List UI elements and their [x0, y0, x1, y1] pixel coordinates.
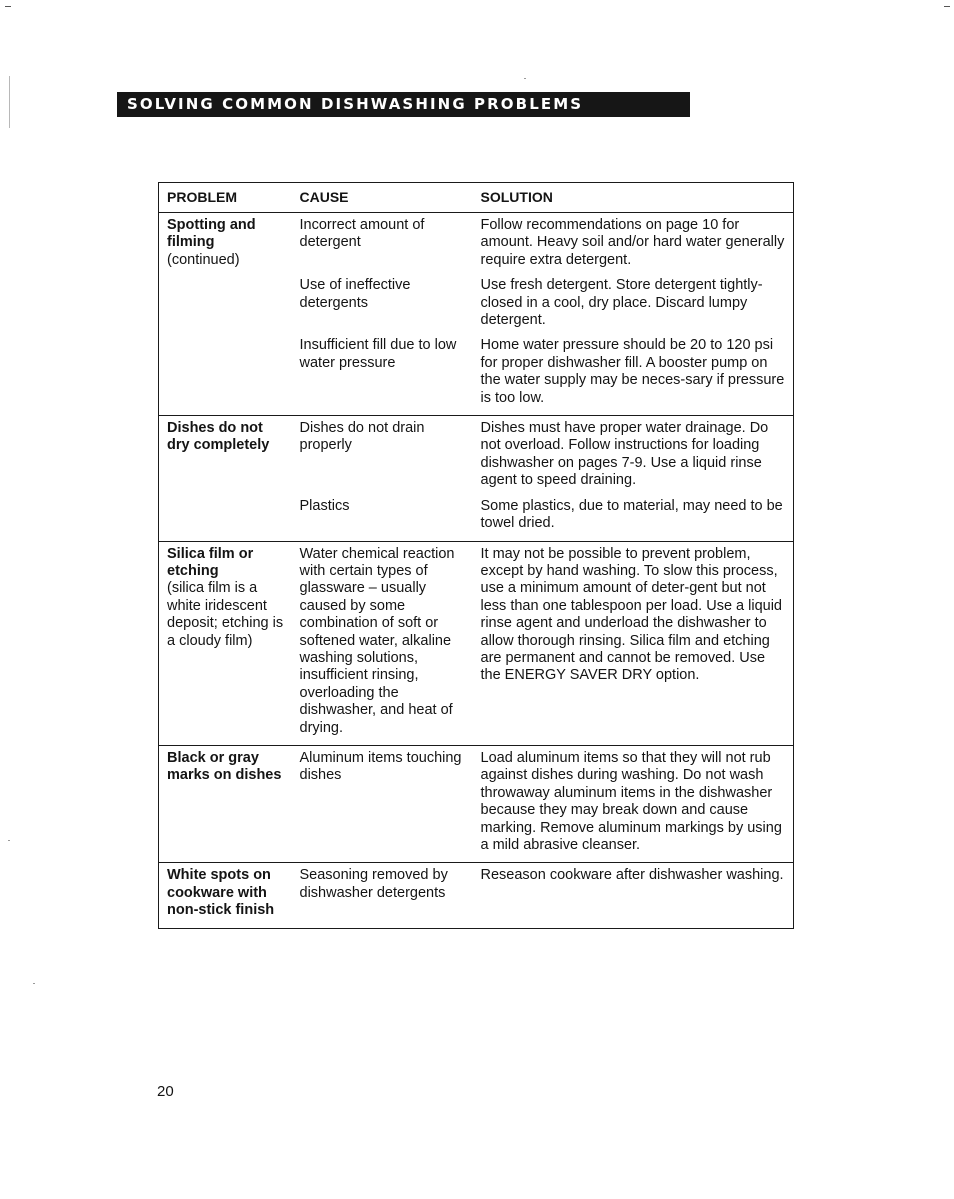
solution-cell: Follow recommendations on page 10 for amount. Heavy soil and/or hard water generally require extra detergent. — [480, 217, 785, 268]
cause-cell: Water chemical reaction with certain types of glassware – usually caused by some combination of soft or softened water, alkaline washing solutions, insufficient rinsing, overloading the dishwasher, and heat of drying. — [292, 541, 473, 745]
problem-cell — [159, 213, 292, 416]
solution-cell: Load aluminum items so that they will not rub against dishes during washing. Do not wash throwaway aluminum items in the dishwasher because they may break down and cause marking. Remove aluminum markings by using a mild abrasive cleanser. — [473, 745, 794, 862]
table-row — [159, 213, 794, 270]
cause-cell: Dishes do not drain properly — [292, 416, 473, 490]
header-cause: CAUSE — [292, 183, 473, 213]
page-number: 20 — [157, 1083, 174, 1100]
header-problem: PROBLEM — [159, 183, 292, 213]
problem-title: Dishes do not dry completely — [167, 420, 270, 454]
solution-cell: Dishes must have proper water drainage. Do not overload. Follow instructions for loading dishwasher on pages 7-9. Use a liquid rinse agent to speed draining. — [473, 416, 794, 490]
scan-margin-line — [9, 76, 10, 128]
header-solution: SOLUTION — [473, 183, 794, 213]
table-row — [159, 863, 794, 928]
problem-title: Spotting and filming — [167, 217, 256, 251]
solution-cell: Some plastics, due to material, may need to be towel dried. — [480, 497, 783, 532]
problem-cell — [159, 863, 292, 928]
scan-speck — [33, 983, 35, 984]
problem-cell — [159, 745, 292, 862]
page-title: SOLVING COMMON DISHWASHING PROBLEMS — [117, 92, 690, 117]
problem-note: (continued) — [167, 251, 240, 268]
problem-title: White spots on cookware with non-stick finish — [167, 867, 275, 919]
table-row — [159, 416, 794, 490]
solution-cell: Use fresh detergent. Store detergent tightly-closed in a cool, dry place. Discard lumpy detergent. — [480, 277, 763, 329]
problem-cell — [159, 416, 292, 541]
scan-corner-mark-right — [944, 6, 950, 7]
cause-cell: Insufficient fill due to low water pressure — [299, 337, 457, 371]
cause-cell: Seasoning removed by dishwasher detergents — [292, 863, 473, 928]
solution-cell: It may not be possible to prevent problem, except by hand washing. To slow this process, use a minimum amount of deter-gent but not less than one tablespoon per load. Use a liquid rinse agent and underload the dishwasher to allow thorough rinsing. Silica film and etching are permanent and cannot be removed. Use the ENERGY SAVER DRY option. — [473, 541, 794, 745]
problem-note: (silica film is a white iridescent deposit; etching is a cloudy film) — [167, 580, 284, 649]
table-header-row — [159, 183, 794, 213]
cause-cell: Use of ineffective detergents — [299, 277, 411, 311]
cause-cell: Plastics — [299, 497, 350, 514]
table-row — [159, 745, 794, 862]
table-row — [159, 541, 794, 745]
cause-cell: Aluminum items touching dishes — [292, 745, 473, 862]
cause-cell: Incorrect amount of detergent — [299, 217, 425, 251]
problem-title: Black or gray marks on dishes — [167, 749, 282, 784]
scan-corner-mark-left — [5, 6, 11, 7]
scan-speck — [524, 78, 526, 79]
problems-table — [158, 182, 794, 929]
problem-cell — [159, 541, 292, 745]
solution-cell: Reseason cookware after dishwasher washing. — [473, 863, 794, 928]
problem-title: Silica film or etching — [167, 545, 254, 579]
solution-cell: Home water pressure should be 20 to 120 psi for proper dishwasher fill. A booster pump on the water supply may be neces-sary if pressure is too low. — [480, 337, 785, 406]
scan-speck — [8, 840, 10, 841]
